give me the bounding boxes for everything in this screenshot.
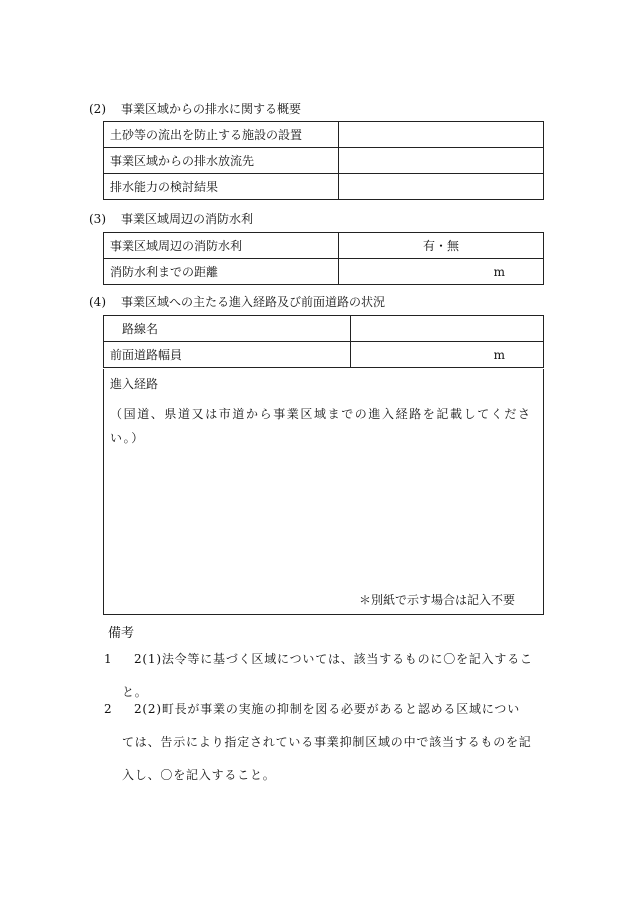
route-label: 進入経路 <box>110 377 159 391</box>
remark-text: 2(1)法令等に基づく区域については、該当するものに〇を記入するこ <box>134 652 533 666</box>
remark-item <box>104 693 552 792</box>
section-number: (2) <box>89 102 106 116</box>
row-label: 前面道路幅員 <box>104 342 351 368</box>
row-label: 土砂等の流出を防止する施設の設置 <box>104 122 339 148</box>
route-box[interactable] <box>103 369 544 615</box>
remarks-heading: 備考 <box>108 626 135 641</box>
row-label: 排水能力の検討結果 <box>104 174 339 200</box>
table-row <box>104 259 544 285</box>
section-number: (4) <box>89 295 106 309</box>
section-title: 事業区域からの排水に関する概要 <box>121 102 302 116</box>
row-label: 事業区域からの排水放流先 <box>104 148 339 174</box>
section-title: 事業区域周辺の消防水利 <box>121 212 254 226</box>
route-name-field[interactable] <box>351 316 544 342</box>
table-row <box>104 342 544 368</box>
road-width-field[interactable]: m <box>351 342 544 368</box>
road-table <box>103 315 544 368</box>
distance-field[interactable]: m <box>339 259 544 285</box>
value-field[interactable] <box>339 148 544 174</box>
remark-number: 1 <box>104 652 112 666</box>
remark-text: 入し、〇を記入すること。 <box>122 768 276 782</box>
table-row <box>104 148 544 174</box>
remark-text: ては、告示により指定されている事業抑制区域の中で該当するものを記 <box>122 735 532 749</box>
route-note: ＊別紙で示す場合は記入不要 <box>358 593 515 607</box>
remark-number: 2 <box>104 702 112 716</box>
remark-text: 2(2)町長が事業の実施の抑制を図る必要があると認める区域につい <box>134 702 520 716</box>
fire-water-table <box>103 232 544 285</box>
section-title: 事業区域への主たる進入経路及び前面道路の状況 <box>121 295 386 309</box>
section-3-heading <box>89 210 253 227</box>
drainage-table <box>103 121 544 200</box>
table-row <box>104 174 544 200</box>
row-label: 消防水利までの距離 <box>104 259 339 285</box>
route-description: （国道、県道又は市道から事業区域までの進入経路を記載してください。） <box>110 407 532 445</box>
table-row <box>104 316 544 342</box>
value-field[interactable] <box>339 174 544 200</box>
table-row <box>104 122 544 148</box>
table-row <box>104 233 544 259</box>
remark-text: と。 <box>122 685 148 699</box>
value-field[interactable] <box>339 122 544 148</box>
section-2-heading <box>89 100 301 117</box>
section-number: (3) <box>89 212 106 226</box>
row-label: 事業区域周辺の消防水利 <box>104 233 339 259</box>
presence-choice[interactable]: 有・無 <box>339 233 544 259</box>
row-label: 路線名 <box>104 316 351 342</box>
section-4-heading <box>89 293 385 310</box>
